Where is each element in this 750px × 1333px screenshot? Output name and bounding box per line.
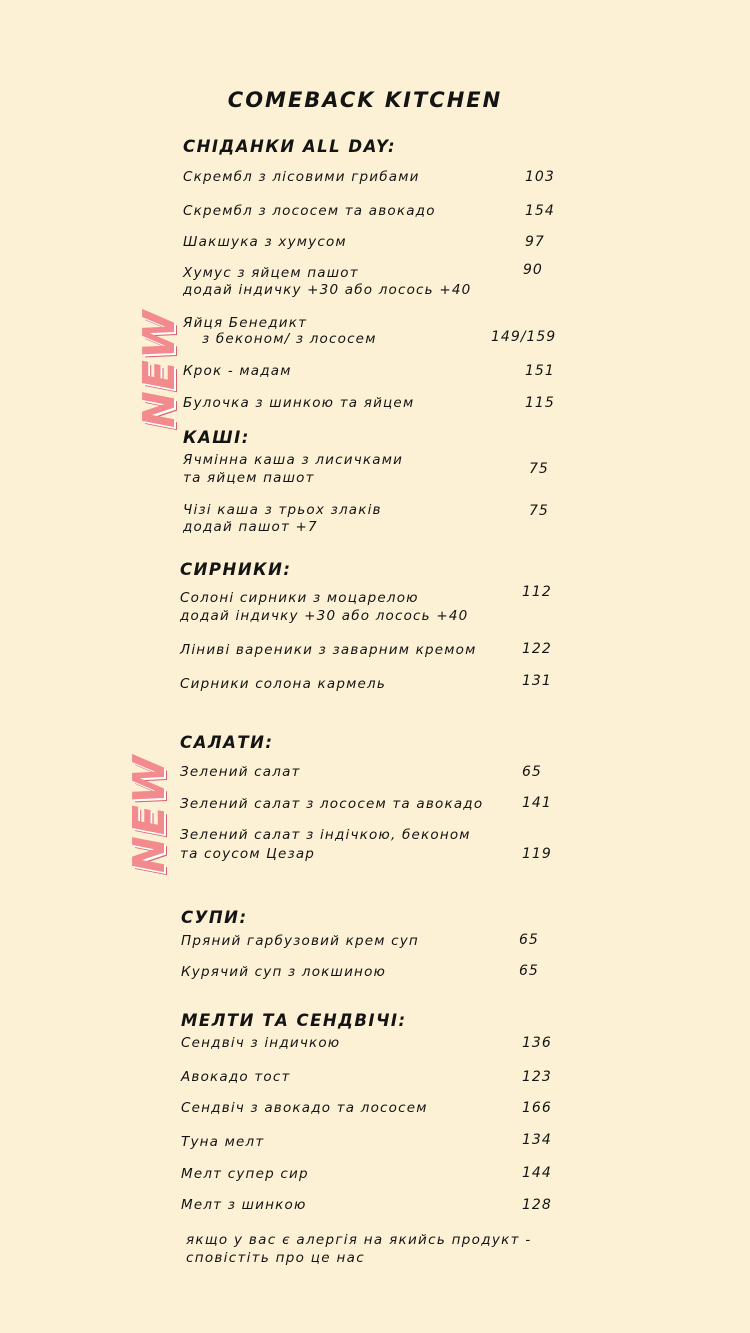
new-badge: NEW [124, 754, 175, 873]
menu-item-note: та яйцем пашот [183, 470, 315, 486]
menu-item-price: 119 [522, 846, 552, 862]
menu-item-price: 75 [529, 503, 549, 519]
menu-item-price: 131 [522, 673, 552, 689]
menu-item-price: 97 [525, 234, 545, 250]
menu-item-name: Туна мелт [181, 1134, 265, 1150]
menu-item-name: Сирники солона кармель [180, 676, 387, 692]
allergy-note: сповістіть про це нас [186, 1250, 365, 1266]
menu-item-name: Булочка з шинкою та яйцем [183, 395, 415, 411]
menu-item-price: 134 [522, 1132, 552, 1148]
menu-item-name: Зелений салат з лососем та авокадо [180, 796, 484, 812]
menu-item-name: Мелт з шинкою [181, 1197, 307, 1213]
menu-item-name: Скрембл з лососем та авокадо [183, 203, 436, 219]
menu-item-note: додай індичку +30 або лосось +40 [180, 608, 469, 624]
menu-item-name: Шакшука з хумусом [183, 234, 347, 250]
menu-item-price: 166 [522, 1100, 552, 1116]
section-heading-breakfast: СНІДАНКИ ALL DAY: [183, 137, 397, 156]
menu-item-name: Крок - мадам [183, 363, 292, 379]
menu-item-price: 115 [525, 395, 555, 411]
menu-item-note: та соусом Цезар [180, 846, 316, 862]
menu-title: COMEBACK KITCHEN [227, 88, 503, 112]
menu-item-name: Сендвіч з індичкою [181, 1035, 341, 1051]
menu-item-price: 141 [522, 795, 552, 811]
menu-item-price: 122 [522, 641, 552, 657]
new-badge: NEW [134, 309, 185, 428]
menu-item-name: Мелт супер сир [181, 1166, 309, 1182]
menu-item-name: Хумус з яйцем пашот [183, 265, 359, 281]
menu-item-price: 65 [519, 932, 539, 948]
menu-item-name: Ліниві вареники з заварним кремом [180, 642, 477, 658]
menu-item-name: Ячмінна каша з лисичками [183, 452, 404, 468]
menu-item-name: Скрембл з лісовими грибами [183, 169, 420, 185]
menu-item-price: 151 [525, 363, 555, 379]
section-heading-porridge: КАШІ: [183, 428, 250, 447]
menu-item-name: Зелений салат [180, 764, 301, 780]
menu-item-name: Зелений салат з індічкою, беконом [180, 827, 471, 843]
menu-item-price: 149/159 [491, 329, 557, 345]
section-heading-soups: СУПИ: [181, 908, 248, 927]
menu-item-price: 136 [522, 1035, 552, 1051]
menu-item-note: додай пашот +7 [183, 519, 318, 535]
section-heading-syrnyky: СИРНИКИ: [180, 560, 292, 579]
menu-item-price: 123 [522, 1069, 552, 1085]
menu-item-name: Пряний гарбузовий крем суп [181, 933, 419, 949]
menu-item-price: 75 [529, 461, 549, 477]
menu-item-price: 154 [525, 203, 555, 219]
menu-item-price: 112 [522, 584, 552, 600]
menu-item-price: 128 [522, 1197, 552, 1213]
menu-item-name: Солоні сирники з моцарелою [180, 590, 419, 606]
menu-item-name: Чізі каша з трьох злаків [183, 502, 382, 518]
menu-item-name: Курячий суп з локшиною [181, 964, 387, 980]
menu-item-price: 65 [519, 963, 539, 979]
menu-item-price: 65 [522, 764, 542, 780]
menu-item-note: з беконом/ з лососем [202, 331, 377, 347]
section-heading-salads: САЛАТИ: [180, 733, 274, 752]
menu-item-name: Сендвіч з авокадо та лососем [181, 1100, 428, 1116]
allergy-note: якщо у вас є алергія на якийсь продукт - [186, 1232, 532, 1248]
menu-item-price: 103 [525, 169, 555, 185]
menu-item-price: 90 [523, 262, 543, 278]
section-heading-melts: МЕЛТИ ТА СЕНДВІЧІ: [181, 1011, 407, 1030]
menu-item-price: 144 [522, 1165, 552, 1181]
menu-item-name: Яйця Бенедикт [183, 315, 308, 331]
menu-item-note: додай індичку +30 або лосось +40 [183, 282, 472, 298]
menu-item-name: Авокадо тост [181, 1069, 291, 1085]
